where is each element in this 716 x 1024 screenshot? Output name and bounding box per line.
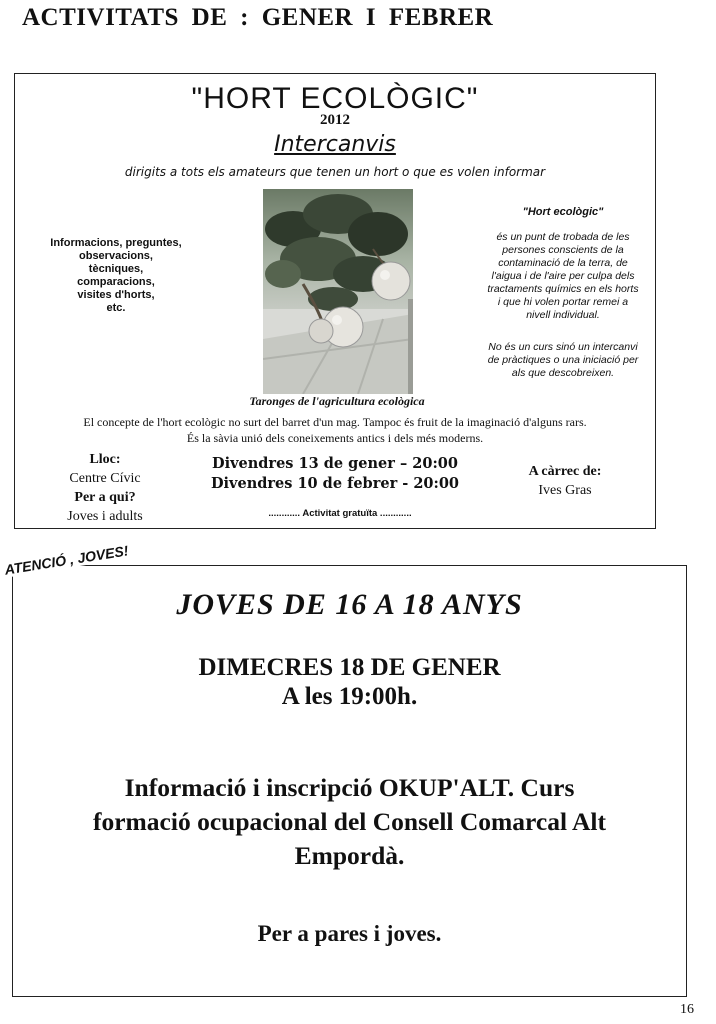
flyer-title: "HORT ECOLÒGIC" xyxy=(191,82,479,115)
youth-date xyxy=(13,653,686,711)
orange-tree-photo xyxy=(263,189,413,394)
youth-info-line: formació ocupacional del Consell Comarcal Alt xyxy=(92,807,607,836)
youth-info xyxy=(13,771,686,873)
event-date: Divendres 13 de gener – 20:00 xyxy=(212,455,458,472)
youth-info-line: Empordà. xyxy=(294,841,405,870)
audience-label: Per a qui? xyxy=(74,490,136,505)
concept-line: El concepte de l'hort ecològic no surt del barret d'un mag. Tampoc és fruit de la imaginació d'alguns rars. xyxy=(83,415,587,429)
right-column-description xyxy=(473,231,653,322)
info-line: Informacions, preguntes, xyxy=(50,237,182,249)
info-line: observacions, xyxy=(79,250,153,262)
audience-value: Joves i adults xyxy=(67,509,143,524)
page-number: 16 xyxy=(680,1002,694,1017)
note-line: No és un curs sinó un intercanvi xyxy=(488,341,638,353)
page-title: ACTIVITATS DE : GENER I FEBRER xyxy=(22,4,494,31)
concept-line: És la sàvia unió dels coneixements antics i dels més moderns. xyxy=(186,431,484,445)
event-date: Divendres 10 de febrer - 20:00 xyxy=(210,475,460,492)
info-line: etc. xyxy=(106,302,126,314)
info-line: tècniques, xyxy=(88,263,144,275)
instructor-label: A càrrec de: xyxy=(528,464,602,479)
hort-ecologic-flyer xyxy=(14,73,656,529)
right-column-title: "Hort ecològic" xyxy=(522,206,604,218)
description-line: contaminació de la terra, de xyxy=(498,257,628,269)
instructor-column xyxy=(495,462,635,500)
photo-caption: Taronges de l'agricultura ecològica xyxy=(249,394,425,408)
youth-date-line: DIMECRES 18 DE GENER xyxy=(198,654,501,681)
flyer-subline: dirigits a tots els amateurs que tenen un hort o que es volen informar xyxy=(124,165,546,179)
place-label: Lloc: xyxy=(89,452,121,467)
info-line: comparacions, xyxy=(77,276,155,288)
instructor-name: Ives Gras xyxy=(538,483,592,498)
youth-flyer xyxy=(12,565,687,997)
orange-tree-illustration xyxy=(263,189,413,394)
place-audience-column xyxy=(45,450,165,526)
description-line: nivell individual. xyxy=(526,309,600,321)
attention-banner: ATENCIÓ , JOVES! xyxy=(3,542,130,578)
youth-time-line: A les 19:00h. xyxy=(281,683,418,710)
youth-audience: Per a pares i joves. xyxy=(257,921,442,946)
place-value: Centre Cívic xyxy=(69,471,141,486)
description-line: i que hi volen portar remei a xyxy=(497,296,629,308)
flyer-subtitle: Intercanvis xyxy=(274,132,396,157)
youth-info-line: Informació i inscripció OKUP'ALT. Curs xyxy=(124,773,575,802)
description-line: l'aigua i de l'aire per culpa dels xyxy=(491,270,635,282)
youth-title: JOVES DE 16 A 18 ANYS xyxy=(176,588,523,621)
description-line: és un punt de trobada de les xyxy=(496,231,630,243)
event-dates xyxy=(185,454,485,494)
info-line: visites d'horts, xyxy=(77,289,155,301)
concept-text xyxy=(15,414,655,446)
description-line: persones conscients de la xyxy=(502,244,624,256)
right-column-note xyxy=(473,341,653,380)
flyer-year: 2012 xyxy=(320,112,350,128)
description-line: tractaments químics en els horts xyxy=(487,283,639,295)
note-line: de pràctiques o una iniciació per xyxy=(487,354,639,366)
note-line: als que descobreixen. xyxy=(511,367,615,379)
info-list xyxy=(27,237,205,315)
free-activity-note: ............ Activitat gratuïta ............ xyxy=(268,508,412,519)
